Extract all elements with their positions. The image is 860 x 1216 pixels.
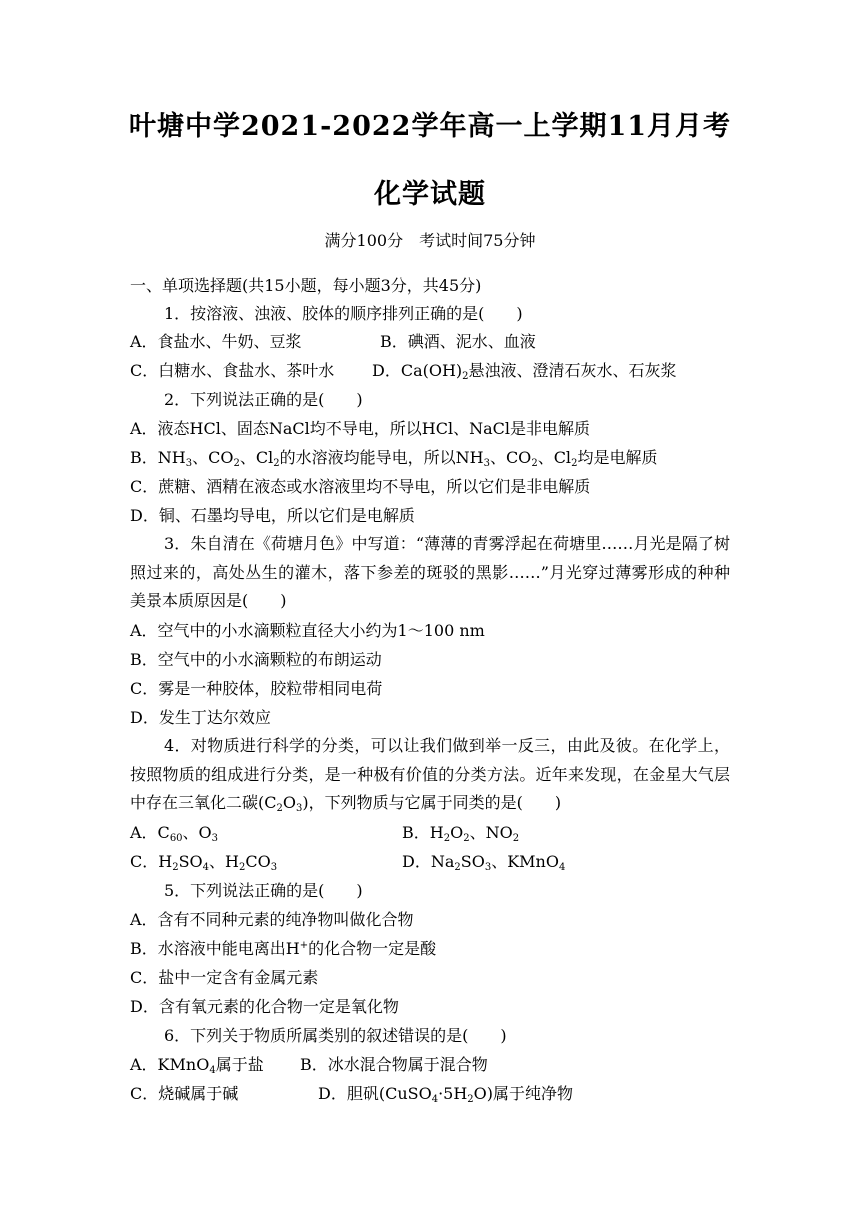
q6-option-d: D．胆矾$(CuSO_4\cdot 5H_2O)$属于纯净物 (318, 1084, 574, 1105)
q3-option-d: D．发生丁达尔效应 (130, 708, 271, 727)
q6-option-b: B．冰水混合物属于混合物 (300, 1055, 488, 1074)
q1-option-b: B．碘酒、泥水、血液 (380, 332, 536, 351)
q1-option-a: A．食盐水、牛奶、豆浆 (130, 332, 302, 351)
q1-stem: 1．按溶液、浊液、胶体的顺序排列正确的是( ) (164, 304, 523, 323)
q3-option-c: C．雾是一种胶体，胶粒带相同电荷 (130, 679, 383, 698)
q3-option-a: A．空气中的小水滴颗粒直径大小约为1～100 nm (130, 621, 485, 640)
exam-meta: 满分100分 考试时间75分钟 (324, 231, 536, 250)
q6-stem: 6．下列关于物质所属类别的叙述错误的是( ) (164, 1026, 507, 1045)
exam-title: 叶塘中学2021-2022学年高一上学期11月月考 (128, 111, 732, 142)
q5-option-c: C．盐中一定含有金属元素 (130, 968, 319, 987)
q4-option-d: D．$Na_2SO_3$、KMnO$_4$ (402, 852, 566, 873)
q2-option-c: C．蔗糖、酒精在液态或水溶液里均不导电，所以它们是非电解质 (130, 477, 591, 496)
q1-option-d: D．$Ca(OH)_2$悬浊液、澄清石灰水、石灰浆 (372, 361, 677, 382)
q2-stem: 2．下列说法正确的是( ) (164, 390, 363, 409)
q1-option-c: C．白糖水、食盐水、茶叶水 (130, 361, 335, 380)
q4-option-a: A．$C_{60}$、$O_3$ (130, 823, 219, 844)
q2-option-d: D．铜、石墨均导电，所以它们是电解质 (130, 506, 415, 525)
q6-option-a: A．KMnO$_4$属于盐 (130, 1055, 264, 1076)
section-heading: 一、单项选择题(共15小题，每小题3分，共45分) (130, 276, 482, 295)
q5-option-b: B．水溶液中能电离出H+的化合物一定是酸 (130, 939, 437, 958)
q4-stem: 4．对物质进行科学的分类，可以让我们做到举一反三，由此及彼。在化学上，按照物质的组成进行分类，是一种极有价值的分类方法。近年来发现，在金星大气层中存在三氧化二碳$(C_2O_3)$，下列物质与它属于同类的是( ) (130, 736, 730, 815)
exam-subject-title: 化学试题 (374, 179, 486, 210)
q3-option-b: B．空气中的小水滴颗粒的布朗运动 (130, 650, 382, 669)
q5-option-a: A．含有不同种元素的纯净物叫做化合物 (130, 910, 414, 929)
q3-stem: 3．朱自清在《荷塘月色》中写道：“薄薄的青雾浮起在荷塘里……月光是隔了树照过来的，高处丛生的灌木，落下参差的斑驳的黑影……”月光穿过薄雾形成的种种美景本质原因是( ) (130, 534, 730, 611)
q2-option-a: A．液态HCl、固态NaCl均不导电，所以HCl、NaCl是非电解质 (130, 419, 590, 438)
q6-option-c: C．烧碱属于碱 (130, 1084, 239, 1103)
q4-option-b: B．$H_2O_2$、$NO_2$ (402, 823, 520, 844)
q5-stem: 5．下列说法正确的是( ) (164, 881, 363, 900)
q4-option-c: C．$H_2SO_4$、$H_2CO_3$ (130, 852, 278, 873)
q5-option-d: D．含有氧元素的化合物一定是氧化物 (130, 997, 399, 1016)
q2-option-b: B．$NH_3$、$CO_2$、$Cl_2$的水溶液均能导电，所以$NH_3$、$CO_2$、$Cl_2$均是电解质 (130, 448, 658, 469)
